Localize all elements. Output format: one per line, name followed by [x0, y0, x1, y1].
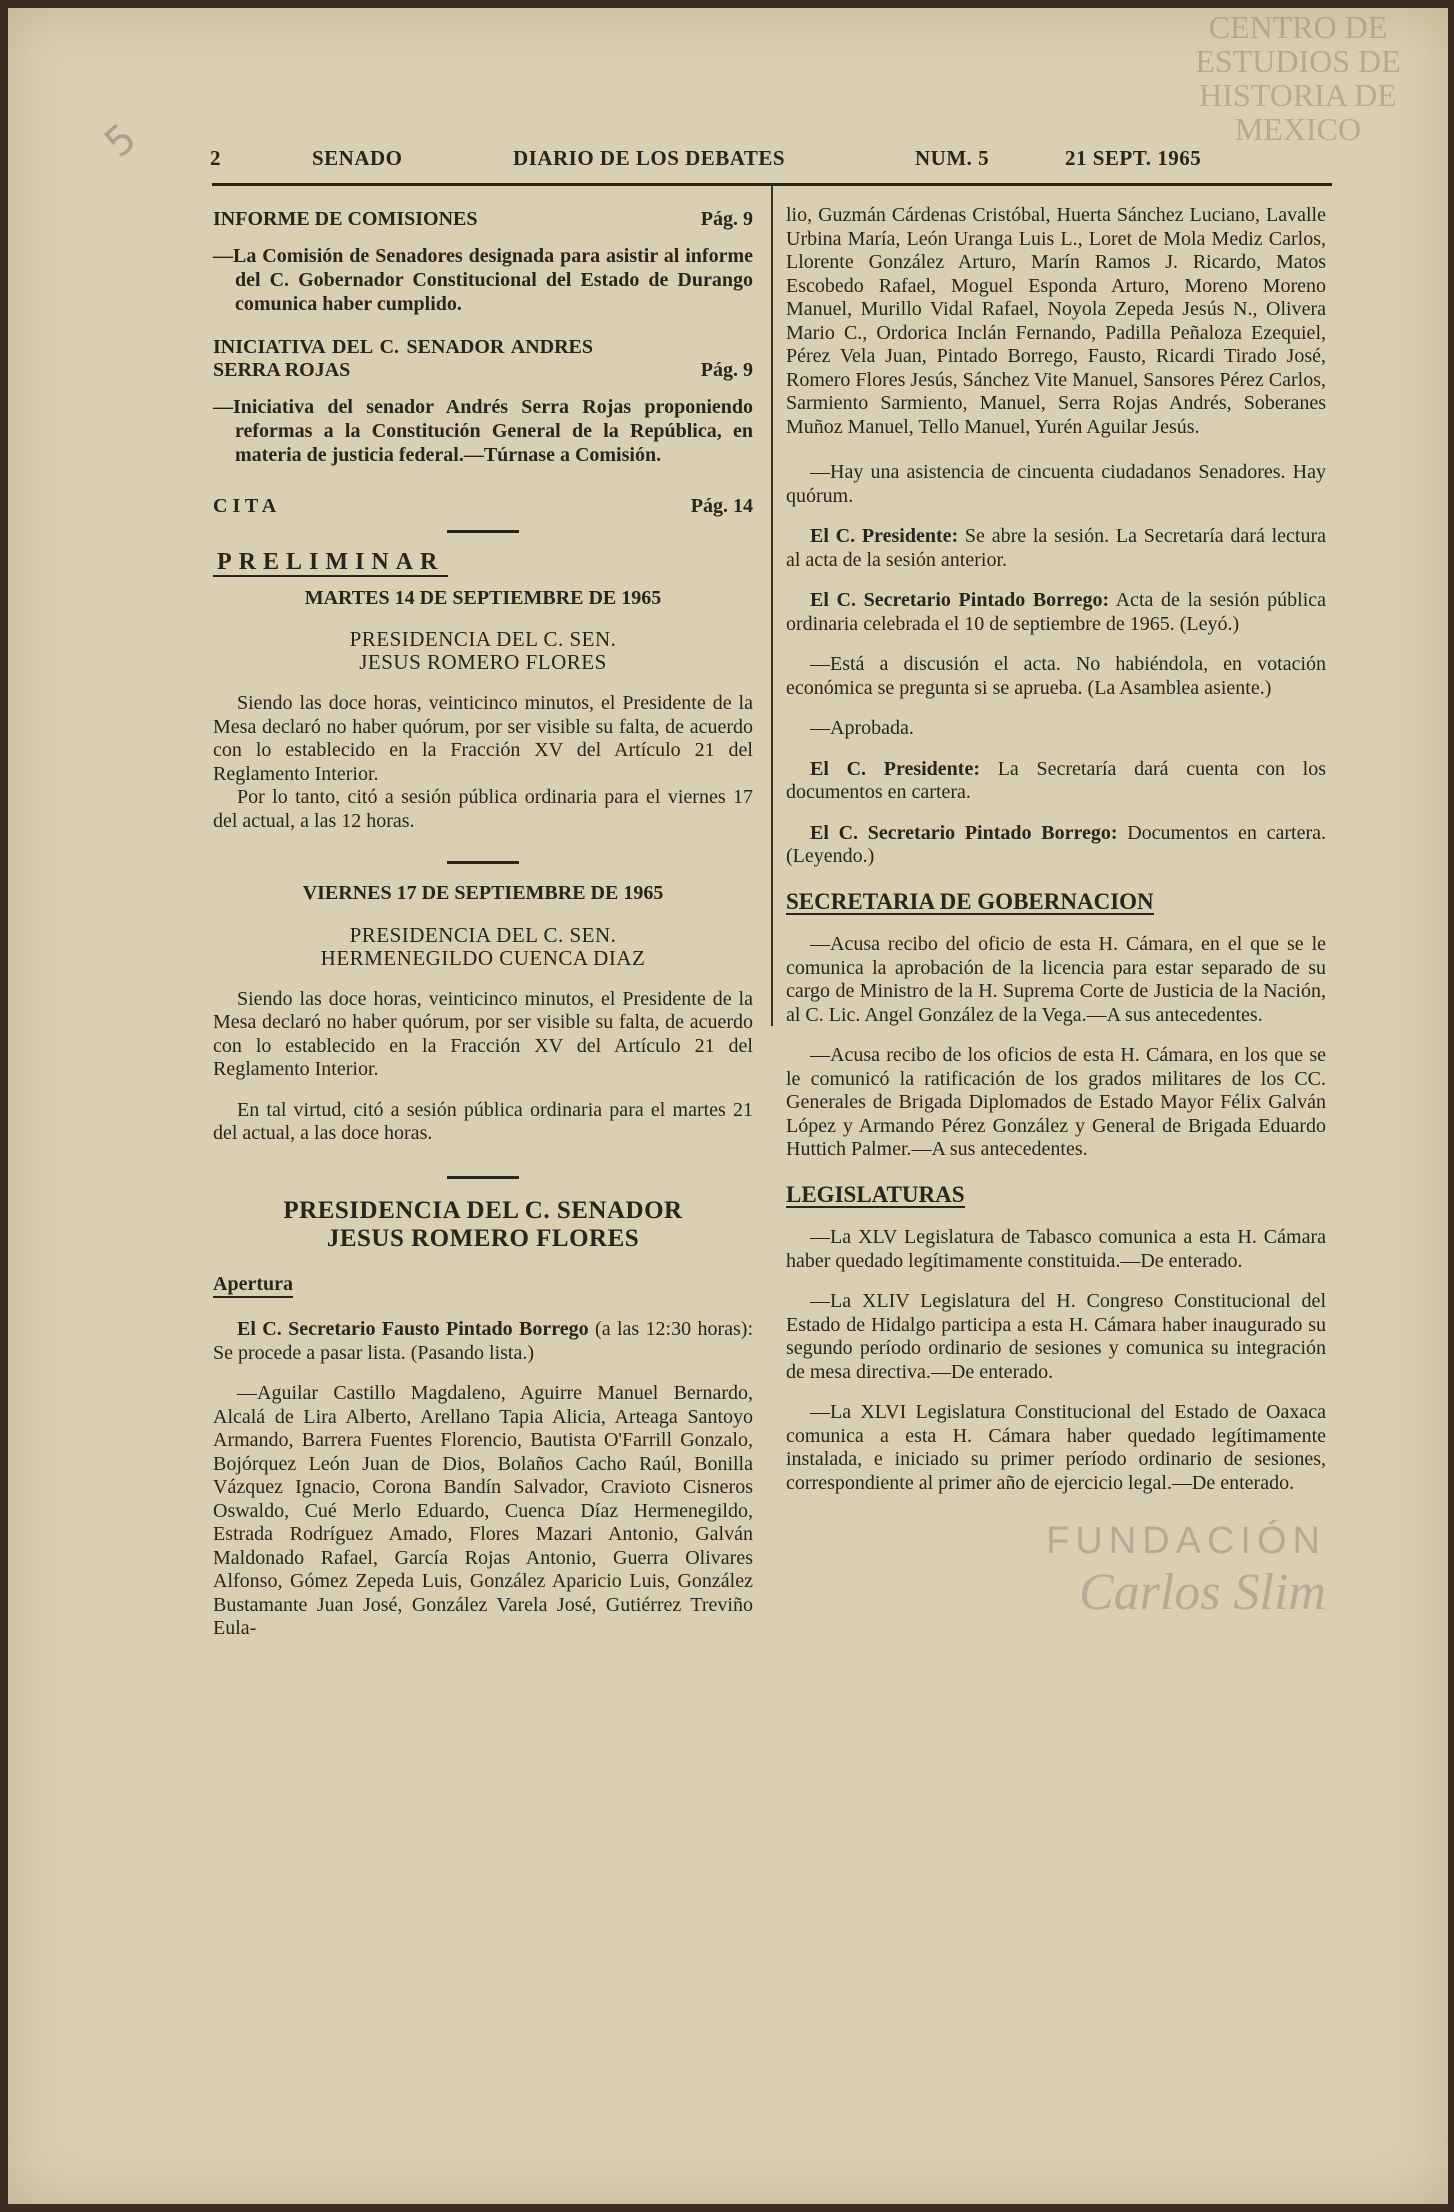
- paragraph: —Acusa recibo de los oficios de esta H. Cámara, en los que se le comunicó la ratificación de los grados militares de los CC. Generales de Brigada Diplomados de Estado Mayor Félix Galván López y Armando Pérez González y General de Brigada Eduardo Huttich Palmer.—A sus antecedentes.: [786, 1044, 1326, 1160]
- presidency-line: PRESIDENCIA DEL C. SEN.: [349, 922, 617, 947]
- presidency-line: JESUS ROMERO FLORES: [326, 1224, 640, 1252]
- paragraph: —Acusa recibo del oficio de esta H. Cámara, en el que se le comunica la aprobación de la licencia para estar separado de su cargo de Ministro de la H. Suprema Corte de Justicia de la Nación, al C. Lic. Angel González de la Vega.—A sus antecedentes.: [786, 933, 1326, 1026]
- paragraph: Siendo las doce horas, veinticinco minutos, el Presidente de la Mesa declaró no haber quórum, por ser visible su falta, de acuerdo con lo establecido en la Fracción XV del Artículo 21 del Reglamento Interior.: [213, 692, 753, 785]
- speech: Se abre la sesión. La Secretaría dará lectura al acta de la sesión anterior.: [786, 525, 1327, 571]
- issue-date: 21 SEPT. 1965: [1065, 146, 1202, 170]
- publication-title: DIARIO DE LOS DEBATES: [513, 146, 786, 170]
- right-column: [786, 204, 1326, 1623]
- presidency-line: PRESIDENCIA DEL C. SENADOR: [283, 1196, 683, 1224]
- paragraph: —La XLV Legislatura de Tabasco comunica a esta H. Cámara haber quedado legítimamente constituida.—De enterado.: [786, 1226, 1326, 1272]
- exchange: [786, 525, 1326, 572]
- session-presidency: [213, 628, 753, 674]
- paragraph: Por lo tanto, citó a sesión pública ordinaria para el viernes 17 del actual, a las 12 horas.: [213, 786, 753, 832]
- issue-number: NUM. 5: [915, 146, 990, 170]
- session-date: MARTES 14 DE SEPTIEMBRE DE 1965: [304, 586, 662, 609]
- apertura-heading: Apertura: [213, 1273, 293, 1299]
- paragraph: Siendo las doce horas, veinticinco minutos, el Presidente de la Mesa declaró no haber quórum, por ser visible su falta, de acuerdo con lo establecido en la Fracción XV del Artículo 21 del Reglamento Interior.: [213, 987, 753, 1080]
- toc-summary: —La Comisión de Senadores designada para asistir al informe del C. Gobernador Constitucional del Estado de Durango comunica haber cumplido.: [213, 244, 753, 315]
- preliminar-heading: PRELIMINAR: [213, 551, 448, 577]
- presidency-line: HERMENEGILDO CUENCA DIAZ: [320, 945, 646, 970]
- presidency-line: PRESIDENCIA DEL C. SEN.: [349, 627, 617, 651]
- speech: (a las 12:30 horas): Se procede a pasar lista. (Pasando lista.): [213, 1318, 753, 1364]
- speaker: El C. Presidente:: [810, 525, 959, 547]
- toc-page: Pág. 14: [690, 494, 753, 517]
- toc-page: Pág. 9: [700, 359, 753, 381]
- speaker: El C. Secretario Fausto Pintado Borrego: [237, 1318, 589, 1340]
- foundation-watermark-block: [786, 1519, 1326, 1623]
- speech: La Secretaría dará cuenta con los documentos en cartera.: [786, 757, 1327, 803]
- signature-watermark: Carlos Slim: [1078, 1564, 1326, 1621]
- toc-title: INFORME DE COMISIONES: [213, 208, 478, 230]
- pencil-mark: 5: [96, 115, 146, 167]
- section-rule: [447, 1176, 519, 1179]
- toc-heading: [213, 495, 753, 519]
- presidency-line: JESUS ROMERO FLORES: [359, 650, 607, 674]
- exchange: [786, 589, 1326, 636]
- toc-title: C I T A: [213, 494, 277, 517]
- session-presidency: [213, 924, 753, 970]
- exchange: [786, 758, 1326, 805]
- paragraph: —La XLIV Legislatura del H. Congreso Constitucional del Estado de Hidalgo participa a esta H. Cámara haber inaugurado su segundo período ordinario de sesiones y comunica su integración de mesa directiva.—De enterado.: [786, 1290, 1326, 1383]
- paragraph: En tal virtud, citó a sesión pública ordinaria para el martes 21 del actual, a las doce horas.: [213, 1098, 753, 1144]
- page-number: 2: [210, 146, 221, 170]
- column-divider: [771, 186, 773, 1026]
- toc-page: Pág. 9: [700, 208, 753, 230]
- toc-summary: —Iniciativa del senador Andrés Serra Rojas proponiendo reformas a la Constitución General de la República, en materia de justicia federal.—Túrnase a Comisión.: [213, 395, 753, 466]
- speech: Documentos en cartera. (Leyendo.): [786, 821, 1327, 867]
- speech: Acta de la sesión pública ordinaria celebrada el 10 de septiembre de 1965. (Leyó.): [786, 589, 1327, 635]
- speaker: El C. Presidente:: [810, 757, 980, 780]
- section-rule: [447, 861, 519, 864]
- speaker: El C. Secretario Pintado Borrego:: [810, 589, 1110, 611]
- quorum-statement: —Hay una asistencia de cincuenta ciudadanos Senadores. Hay quórum.: [786, 461, 1326, 507]
- exchange: —Aprobada.: [810, 717, 914, 739]
- left-column: [213, 208, 753, 1658]
- toc-heading: [213, 336, 753, 383]
- roll-call-part1: —Aguilar Castillo Magdaleno, Aguirre Manuel Bernardo, Alcalá de Lira Alberto, Arellano Tapia Alicia, Arteaga Santoyo Armando, Barrera Fuentes Florencio, Bautista O'Farrill Gonzalo, Bojórquez León Juan de Dios, Bolaños Cacho Raúl, Bonilla Vázquez Ignacio, Corona Bandín Salvador, Cravioto Cisneros Oswaldo, Cué Merlo Eduardo, Cuenca Díaz Hermenegildo, Estrada Rodríguez Amado, Flores Mazari Antonio, Galván Maldonado Rafael, García Rojas Antonio, Guerra Olivares Alfonso, Gómez Zepeda Luis, González Aparicio Luis, González Bustamante Juan José, González Varela José, Gutiérrez Treviño Eula-: [213, 1382, 753, 1639]
- main-presidency: [213, 1197, 753, 1253]
- exchange: —Está a discusión el acta. No habiéndola, en votación económica se pregunta si se aprueba. (La Asamblea asiente.): [786, 653, 1326, 699]
- section-rule: [447, 530, 519, 533]
- chamber-name: SENADO: [312, 146, 403, 170]
- session-date: VIERNES 17 DE SEPTIEMBRE DE 1965: [302, 882, 664, 904]
- secretaria-heading: SECRETARIA DE GOBERNACION: [786, 888, 1154, 914]
- archive-watermark: CENTRO DE ESTUDIOS DE HISTORIA DE MEXICO: [1195, 9, 1401, 147]
- toc-title: INICIATIVA DEL C. SENADOR ANDRES SERRA ROJAS: [213, 335, 593, 381]
- exchange: [786, 822, 1326, 869]
- paragraph: —La XLVI Legislatura Constitucional del Estado de Oaxaca comunica a esta H. Cámara haber quedado legítimamente instalada, e iniciado su primer período ordinario de sesiones, correspondiente al primer año de ejercicio legal.—De enterado.: [786, 1401, 1326, 1494]
- paragraph: [213, 1318, 753, 1365]
- speaker: El C. Secretario Pintado Borrego:: [810, 821, 1118, 844]
- legislaturas-heading: LEGISLATURAS: [786, 1181, 965, 1207]
- toc-heading: [213, 208, 753, 232]
- foundation-watermark: FUNDACIÓN: [1046, 1520, 1326, 1562]
- roll-call-part2: lio, Guzmán Cárdenas Cristóbal, Huerta Sánchez Luciano, Lavalle Urbina María, León Uranga Luis L., Loret de Mola Mediz Carlos, Llorente González Arturo, Marín Ramos J. Ricardo, Matos Escobedo Rafael, Moguel Esponda Arturo, Moreno Moreno Manuel, Murillo Vidal Rafael, Noyola Zepeda Jesús N., Olivera Mario C., Ordorica Inclán Fernando, Padilla Peñaloza Ezequiel, Pérez Vela Juan, Pintado Borrego, Fausto, Ricardi Tirado José, Romero Flores Jesús, Sánchez Vite Manuel, Sansores Pérez Carlos, Sarmiento Sarmiento, Manuel, Serra Rojas Andrés, Soberanes Muñoz Manuel, Tello Manuel, Yurén Aguilar Jesús.: [786, 204, 1326, 438]
